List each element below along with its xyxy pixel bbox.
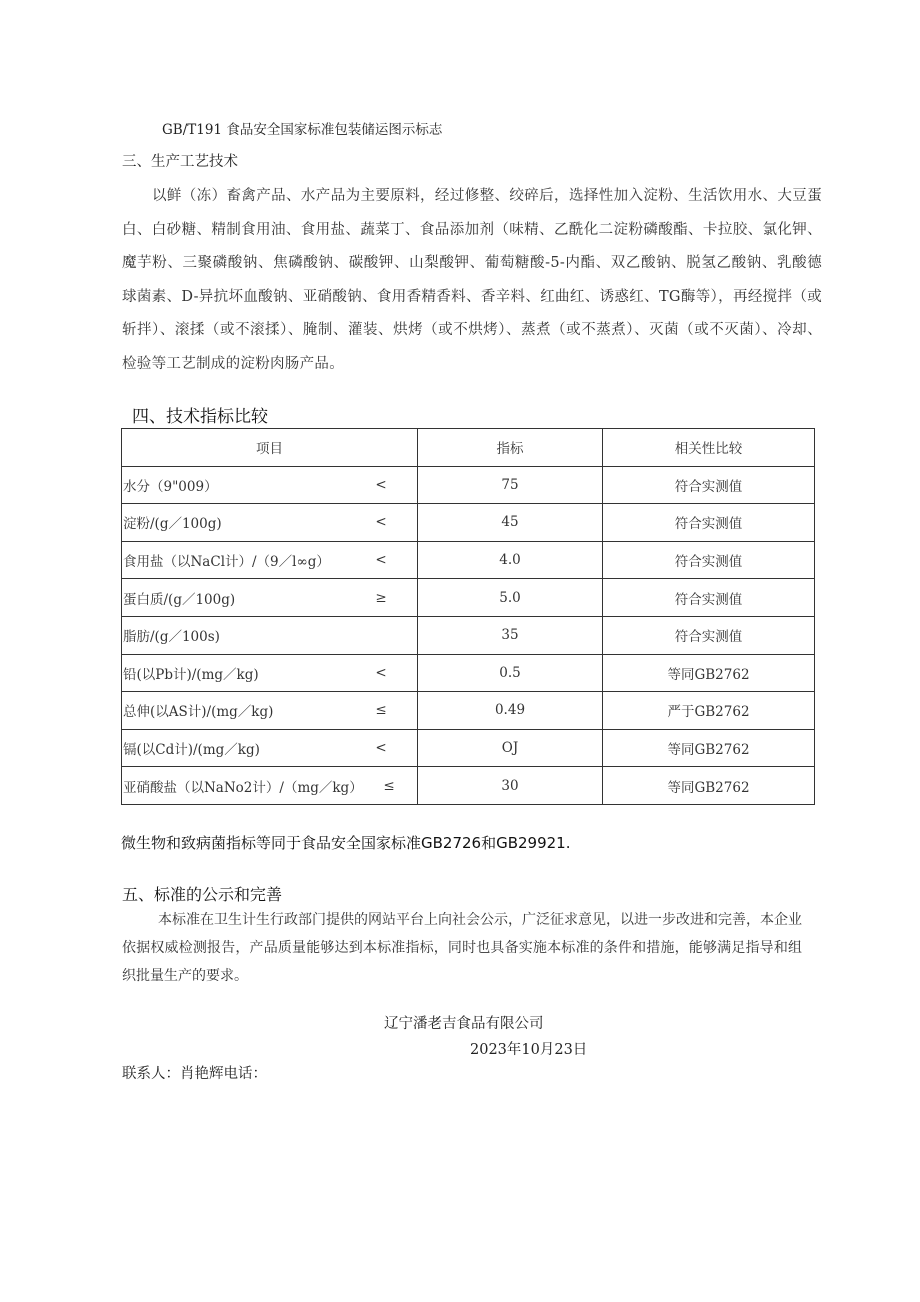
comparison-result: 符合实测值 — [603, 579, 815, 617]
comparison-symbol: ≥ — [375, 589, 387, 606]
comparison-symbol: ≤ — [383, 777, 395, 794]
comparison-result: 严于GB2762 — [603, 692, 815, 730]
document-date: 2023年10月23日 — [470, 1042, 588, 1058]
comparison-result: 符合实测值 — [603, 541, 815, 579]
item-label: 水分（9"009） — [123, 478, 218, 495]
indicator-value: 0.5 — [418, 654, 603, 692]
item-label: 亚硝酸盐（以NaNo2计）/（mg／kg） — [123, 779, 363, 796]
indicator-value: 0.49 — [418, 692, 603, 730]
indicator-value: 35 — [418, 616, 603, 654]
item-cell — [122, 692, 418, 730]
comparison-result: 符合实测值 — [603, 504, 815, 542]
technical-indicators-table — [121, 428, 815, 805]
comparison-symbol: < — [375, 514, 387, 531]
item-label: 食用盐（以NaCl计）/（9／l∞g） — [123, 554, 330, 571]
indicator-value: 30 — [418, 767, 603, 805]
microbiology-note: 微生物和致病菌指标等同于食品安全国家标准GB2726和GB29921. — [121, 834, 571, 852]
item-label: 总伸(以AS计)/(mg／kg) — [123, 704, 274, 721]
section3-title: 三、生产工艺技术 — [122, 154, 238, 170]
comparison-result: 符合实测值 — [603, 466, 815, 504]
item-label: 淀粉/(g／100g) — [123, 516, 222, 533]
indicator-value: 45 — [418, 504, 603, 542]
comparison-symbol: < — [375, 552, 387, 569]
comparison-symbol: ≤ — [375, 702, 387, 719]
table-row — [122, 541, 815, 579]
contact-line: 联系人：肖艳辉电话： — [122, 1066, 267, 1082]
table-row — [122, 579, 815, 617]
item-cell — [122, 729, 418, 767]
item-label: 铅(以Pb计)/(mg／kg) — [123, 666, 259, 683]
indicator-value: 75 — [418, 466, 603, 504]
section5-title: 五、标准的公示和完善 — [122, 885, 283, 904]
table-row — [122, 466, 815, 504]
comparison-result: 等同GB2762 — [603, 729, 815, 767]
table-row — [122, 504, 815, 542]
item-cell — [122, 541, 418, 579]
header-item: 项目 — [122, 429, 418, 467]
table-row — [122, 616, 815, 654]
company-name: 辽宁潘老吉食品有限公司 — [384, 1016, 544, 1032]
header-indicator: 指标 — [418, 429, 603, 467]
item-cell — [122, 654, 418, 692]
item-cell — [122, 466, 418, 504]
section4-title: 四、技术指标比较 — [132, 407, 268, 427]
item-label: 脂肪/(g／100s) — [123, 629, 220, 646]
indicator-value: OJ — [418, 729, 603, 767]
item-cell — [122, 579, 418, 617]
table-row — [122, 767, 815, 805]
item-cell — [122, 767, 418, 805]
indicator-value: 5.0 — [418, 579, 603, 617]
standard-reference: GB/T191 食品安全国家标准包装储运图示标志 — [162, 122, 443, 138]
indicator-value: 4.0 — [418, 541, 603, 579]
comparison-result: 等同GB2762 — [603, 767, 815, 805]
table-row — [122, 654, 815, 692]
comparison-result: 符合实测值 — [603, 616, 815, 654]
section3-body: 以鲜（冻）畜禽产品、水产品为主要原料，经过修整、绞碎后，选择性加入淀粉、生活饮用水、大豆蛋白、白砂糖、精制食用油、食用盐、蔬菜丁、食品添加剂（味精、乙酰化二淀粉磷酸酯、卡拉胶、氯化钾、魔芋粉、三聚磷酸钠、焦磷酸钠、碳酸钾、山梨酸钾、葡萄糖酸-5-内酯、双乙酸钠、脱氢乙酸钠、乳酸德球菌素、D-异抗坏血酸钠、亚硝酸钠、食用香精香料、香辛料、红曲红、诱惑红、TG酶等），再经搅拌（或斩拌）、滚揉（或不滚揉）、腌制、灌装、烘烤（或不烘烤）、蒸煮（或不蒸煮）、灭菌（或不灭菌）、冷却、检验等工艺制成的淀粉肉肠产品。 — [122, 188, 822, 372]
header-comparison: 相关性比较 — [603, 429, 815, 467]
item-label: 蛋白质/(g／100g) — [123, 591, 236, 608]
table-header-row — [122, 429, 815, 467]
table-row — [122, 692, 815, 730]
item-cell — [122, 504, 418, 542]
comparison-symbol: < — [375, 664, 387, 681]
item-label: 镉(以Cd计)/(mg／kg) — [123, 742, 260, 759]
table-row — [122, 729, 815, 767]
section5-body: 本标准在卫生计生行政部门提供的网站平台上向社会公示，广泛征求意见，以进一步改进和完善，本企业依据权威检测报告，产品质量能够达到本标准指标，同时也具备实施本标准的条件和措施，能够满足指导和组织批量生产的要求。 — [122, 912, 802, 984]
item-cell — [122, 616, 418, 654]
comparison-result: 等同GB2762 — [603, 654, 815, 692]
comparison-symbol: < — [375, 740, 387, 757]
comparison-symbol: < — [375, 476, 387, 493]
